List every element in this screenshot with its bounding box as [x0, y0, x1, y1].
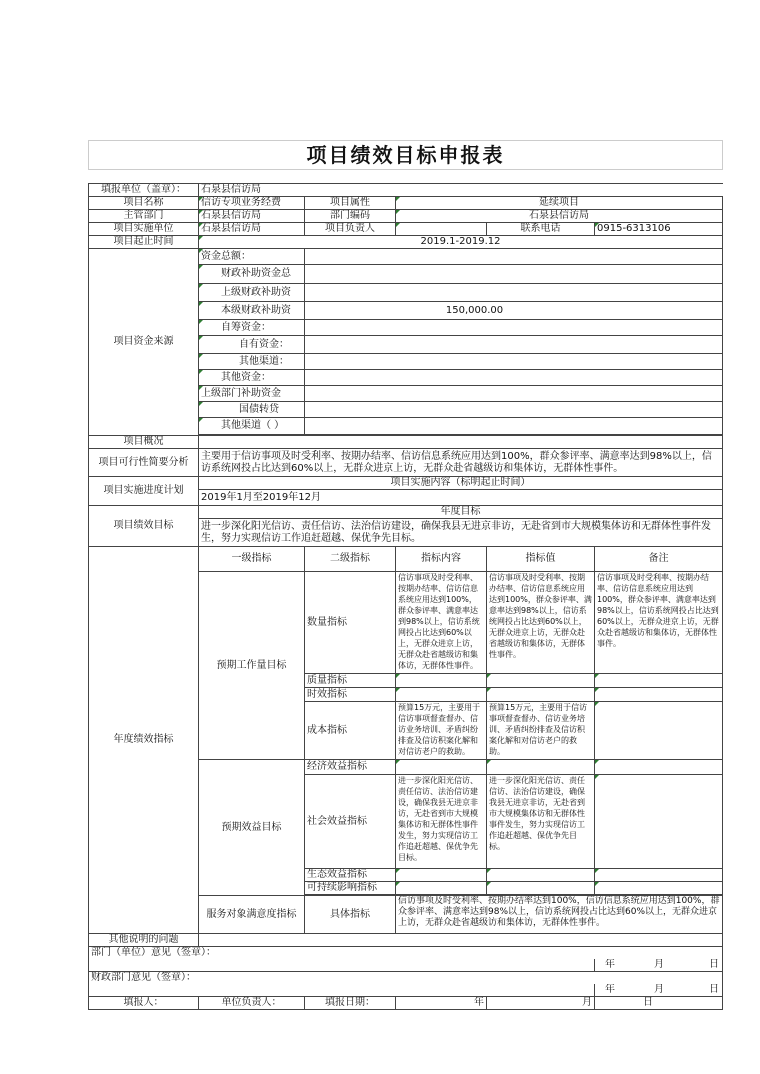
quantity-value: 信访事项及时受利率、按期办结率、信访信息系统应用达到100%，群众参评率、满意率达到98%以上，信访系统网投占比达到60%以上，无群众进京上访，无群众赴省越级访和集体访，无群体性事件。 [487, 572, 595, 674]
satisfaction-text: 信访事项及时受利率、按期办结率达到100%，信访信息系统应用达到100%，群众参评率、满意率达到98%以上，信访系统网投占比达到60%以上，无群众进京上访，无群众赴省越级访和集体访，无群体性事件。 [396, 896, 723, 934]
unit-value: 石泉县信访局 [199, 184, 723, 197]
other-issues-label: 其他说明的问题 [89, 934, 199, 947]
plan-label: 项目实施进度计划 [89, 477, 199, 506]
plan-header: 项目实施内容（标明起止时间） [199, 477, 723, 490]
dept-year: 年 [605, 959, 615, 970]
dept-value: 石泉县信访局 [199, 210, 305, 223]
funds-same-level-amount: 150,000.00 [305, 302, 723, 320]
quantity-content: 信访事项及时受利率、按期办结率、信访信息系统应用达到100%，群众参评率、满意率达到98%以上，信访系统网投占比达到60%以上，无群众进京上访，无群众赴省越级访和集体访，无群体性事件。 [396, 572, 487, 674]
col-value: 指标值 [487, 547, 595, 572]
social-content: 进一步深化阳光信访、责任信访、法治信访建设，确保我县无进京非访，无赴省到市大规模集体访和无群体性事件发生，努力实现信访工作追赶超越、保优争先目标。 [396, 775, 487, 869]
quantity-label: 数量指标 [305, 572, 396, 674]
satisfaction-label: 服务对象满意度指标 [199, 896, 305, 934]
funds-other-value [305, 370, 723, 386]
fin-day: 日 [709, 984, 719, 995]
col-content: 指标内容 [396, 547, 487, 572]
project-attr-label: 项目属性 [305, 197, 396, 210]
phone-value: 0915-6313106 [595, 223, 723, 236]
project-name-label: 项目名称 [89, 197, 199, 210]
fin-year: 年 [605, 984, 615, 995]
unit-label: 填报单位（盖章）： [89, 184, 199, 197]
funds-other-channel-value [305, 354, 723, 370]
benefit-label: 预期效益目标 [199, 760, 305, 896]
quantity-remark: 信访事项及时受利率、按期办结率、信访信息系统应用达到100%，群众参评率、满意率达到98%以上，信访系统网投占比达到60%以上，无群众进京上访，无群众赴省越级访和集体访，无群体性事件。 [595, 572, 723, 674]
ecology-label: 生态效益指标 [305, 869, 396, 882]
col-level1: 一级指标 [199, 547, 305, 572]
dept-label: 主管部门 [89, 210, 199, 223]
dept-code-value: 石泉县信访局 [396, 210, 723, 223]
funds-upper-value [305, 284, 723, 302]
indicators-section-label: 年度绩效指标 [89, 547, 199, 934]
fill-date-year: 年 [396, 997, 487, 1010]
other-issues-value [199, 934, 723, 947]
funds-total-value [305, 249, 723, 265]
dept-opinion-label: 部门（单位）意见（签章）： [89, 947, 723, 960]
funds-self-raised-label: 自筹资金： [199, 320, 305, 336]
overview-label: 项目概况 [89, 436, 199, 449]
impl-unit-value: 石泉县信访局 [199, 223, 305, 236]
social-value: 进一步深化阳光信访、责任信访、法治信访建设，确保我县无进京非访，无赴省到市大规模集体访和无群体性事件发生，努力实现信访工作追赶超越、保优争先目标。 [487, 775, 595, 869]
col-remark: 备注 [595, 547, 723, 572]
funds-other-paren-value [305, 418, 723, 435]
cost-value: 预算15万元，主要用于信访事项督查督办、信访业务培训、矛盾纠纷排查及信访积案化解和对信访老户的救助。 [487, 702, 595, 760]
funds-same-level-label: 本级财政补助资 [199, 302, 305, 320]
cost-content: 预算15万元，主要用于信访事项督查督办、信访业务培训、矛盾纠纷排查及信访积案化解和对信访老户的救助。 [396, 702, 487, 760]
project-name-value: 信访专项业务经费 [199, 197, 305, 210]
funds-own-label: 自有资金： [199, 336, 305, 354]
filler-label: 填报人： [89, 997, 199, 1010]
output-label: 预期工作量目标 [199, 572, 305, 760]
dept-code-label: 部门编码 [305, 210, 396, 223]
goal-label: 项目绩效目标 [89, 506, 199, 547]
project-attr-value: 延续项目 [396, 197, 723, 210]
phone-label: 联系电话 [487, 223, 595, 236]
period-label: 项目起止时间 [89, 236, 199, 249]
plan-text: 2019年1月至2019年12月 [199, 490, 723, 506]
leader-label: 项目负责人 [305, 223, 396, 236]
cost-label: 成本指标 [305, 702, 396, 760]
timeliness-label: 时效指标 [305, 688, 396, 702]
funds-own-value [305, 336, 723, 354]
fill-date-month: 月 [487, 997, 595, 1010]
feasibility-text: 主要用于信访事项及时受利率、按期办结率、信访信息系统应用达到100%，群众参评率、满意率达到98%以上，信访系统网投占比达到60%以上，无群众进京上访，无群众赴省越级访和集体访，无群体性事件。 [199, 449, 723, 477]
economic-label: 经济效益指标 [305, 760, 396, 775]
funds-upper-dept-label: 上级部门补助资金 [199, 386, 305, 402]
dept-day: 日 [709, 959, 719, 970]
social-label: 社会效益指标 [305, 775, 396, 869]
sustain-label: 可持续影响指标 [305, 882, 396, 895]
funds-section-label: 项目资金来源 [89, 249, 199, 436]
leader-value [396, 223, 487, 236]
funds-other-label: 其他资金： [199, 370, 305, 386]
performance-form [88, 140, 722, 1010]
fin-opinion-label: 财政部门意见（签章）： [89, 972, 723, 985]
funds-bonds-value [305, 402, 723, 418]
overview-value [199, 436, 723, 449]
unit-leader-label: 单位负责人： [199, 997, 305, 1010]
page-title: 项目绩效目标申报表 [89, 141, 723, 170]
form-table [88, 140, 723, 1010]
impl-unit-label: 项目实施单位 [89, 223, 199, 236]
fill-date-label: 填报日期： [305, 997, 396, 1010]
dept-month: 月 [654, 959, 664, 970]
goal-header: 年度目标 [199, 506, 723, 519]
funds-fiscal-value [305, 265, 723, 284]
funds-fiscal-label: 财政补助资金总 [199, 265, 305, 284]
col-level2: 二级指标 [305, 547, 396, 572]
funds-bonds-label: 国债转贷 [199, 402, 305, 418]
funds-other-paren-label: 其他渠道（ ） [199, 418, 305, 435]
funds-self-raised-value [305, 320, 723, 336]
funds-total-label: 资金总额： [199, 249, 305, 265]
funds-upper-dept-value [305, 386, 723, 402]
funds-other-channel-label: 其他渠道： [199, 354, 305, 370]
feasibility-label: 项目可行性简要分析 [89, 449, 199, 477]
fin-month: 月 [654, 984, 664, 995]
period-value: 2019.1-2019.12 [199, 236, 723, 249]
specific-label: 具体指标 [305, 896, 396, 934]
funds-upper-label: 上级财政补助资 [199, 284, 305, 302]
fill-date-day: 日 [595, 997, 723, 1010]
goal-text: 进一步深化阳光信访、责任信访、法治信访建设，确保我县无进京非访，无赴省到市大规模集体访和无群体性事件发生，努力实现信访工作追赶超越、保优争先目标。 [199, 519, 723, 547]
quality-label: 质量指标 [305, 674, 396, 688]
